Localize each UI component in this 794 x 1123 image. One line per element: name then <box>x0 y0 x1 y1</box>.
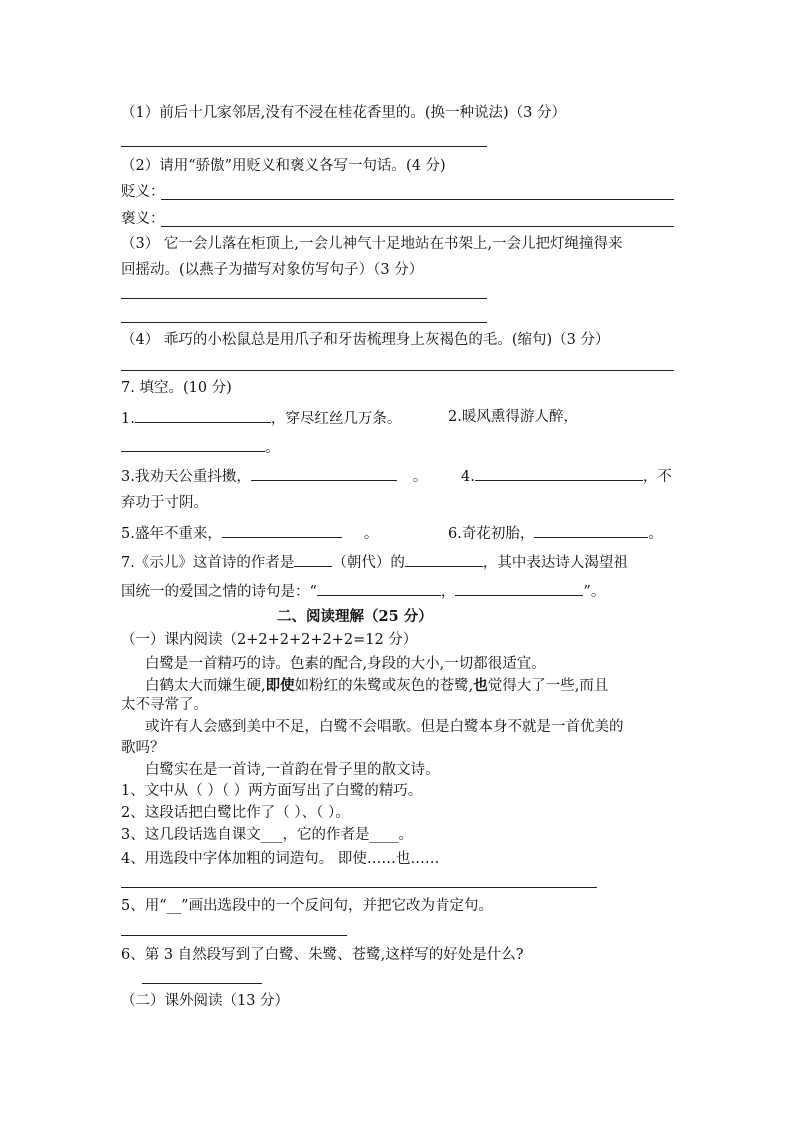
blank-5-end: 。 <box>363 526 379 542</box>
q6-item-3-line-1: （3） 它一会儿落在柜顶上,一会儿神气十足地站在书架上,一会儿把灯绳撞得来 <box>121 236 623 252</box>
passage-p2-line-1 <box>145 677 608 695</box>
reading-q1: 1、文中从（ ）（ ）两方面写出了白鹭的精巧。 <box>121 783 423 799</box>
blank-7-line-2c: ”。 <box>583 584 606 600</box>
blank-5 <box>121 523 378 543</box>
answer-line[interactable] <box>121 146 487 147</box>
blank-6-line[interactable] <box>534 523 648 538</box>
blank-1-line[interactable] <box>135 408 271 423</box>
blank-7-author[interactable] <box>405 552 483 567</box>
blank-4-text: ，不 <box>642 469 672 485</box>
q6-item-4: （4） 乖巧的小松鼠总是用爪子和牙齿梳理身上灰褐色的毛。(缩句)（3 分） <box>121 332 610 348</box>
reading-q2: 2、这段话把白鹭比作了（ ）、（ ）。 <box>121 805 350 821</box>
blank-2-line[interactable] <box>121 437 265 452</box>
blank-7-dynasty[interactable] <box>294 552 332 567</box>
blank-5-line[interactable] <box>222 523 342 538</box>
blank-3 <box>121 466 427 486</box>
blank-1-text: ，穿尽红丝几万条。 <box>270 411 402 427</box>
blank-7-line-2b: ， <box>440 584 456 600</box>
passage-p1: 白鹭是一首精巧的诗。色素的配合,身段的大小,一切都很适宜。 <box>145 656 546 672</box>
blank-1 <box>121 408 401 428</box>
passage-text: 觉得大了一些,而且 <box>487 678 609 694</box>
answer-line[interactable] <box>161 199 674 200</box>
blank-7-part-2: （朝代）的 <box>332 555 405 571</box>
answer-line[interactable] <box>161 226 674 227</box>
blank-4 <box>461 466 672 486</box>
blank-1-number: 1. <box>121 411 135 427</box>
subsection-1-title: （一）课内阅读（2+2+2+2+2+2=12 分） <box>121 632 418 648</box>
blank-5-text: 5.盛年不重来， <box>121 526 222 542</box>
answer-line[interactable] <box>121 370 674 371</box>
passage-p2-line-2: 太不寻常了。 <box>121 697 208 713</box>
blank-4-number: 4. <box>461 469 475 485</box>
blank-7-verse-1[interactable] <box>317 581 441 596</box>
q6-item-1: （1）前后十几家邻居,没有不浸在桂花香里的。(换一种说法)（3 分） <box>121 105 566 121</box>
reading-q5: 5、用“__”画出选段中的一个反问句，并把它改为肯定句。 <box>121 898 494 914</box>
blank-7-part-3: ，其中表达诗人渴望祖 <box>482 555 628 571</box>
commendatory-label: 褒义： <box>121 211 165 227</box>
derogatory-label: 贬义： <box>121 184 165 200</box>
subsection-2-title: （二）课外阅读（13 分） <box>121 993 290 1009</box>
blank-2-end: 。 <box>265 440 280 456</box>
q7-title: 7. 填空。(10 分) <box>121 380 232 396</box>
passage-text: 如粉红的朱鹭或灰色的苍鹭, <box>294 678 474 694</box>
answer-line[interactable] <box>121 887 597 888</box>
blank-3-end: 。 <box>412 469 428 485</box>
q6-item-3-line-2: 回摇动。(以燕子为描写对象仿写句子）（3 分） <box>121 262 424 278</box>
blank-7-line-2 <box>121 581 605 601</box>
reading-q6: 6、第 3 自然段写到了白鹭、朱鹭、苍鹭,这样写的好处是什么? <box>121 947 524 963</box>
passage-p3-line-2: 歌吗？ <box>121 740 165 756</box>
blank-7-line-1 <box>121 552 628 572</box>
blank-3-text: 3.我劝天公重抖擞， <box>121 469 251 485</box>
bold-word-jishi: 即使 <box>265 677 295 694</box>
blank-4-line[interactable] <box>475 466 643 481</box>
answer-line[interactable] <box>121 935 347 936</box>
answer-line[interactable] <box>121 298 487 299</box>
answer-line[interactable] <box>142 983 262 984</box>
blank-7-part-1: 7.《示儿》这首诗的作者是 <box>121 555 295 571</box>
blank-2-cont <box>121 437 280 457</box>
reading-q4: 4、用选段中字体加粗的词造句。 即使……也…… <box>121 851 440 867</box>
passage-p3-line-1: 或许有人会感到美中不足，白鹭不会唱歌。但是白鹭本身不就是一首优美的 <box>145 719 624 735</box>
section-2-title: 二、阅读理解（25 分） <box>277 608 433 625</box>
passage-p4: 白鹭实在是一首诗,一首韵在骨子里的散文诗。 <box>145 762 440 778</box>
blank-6 <box>448 523 663 543</box>
bold-word-ye: 也 <box>473 677 488 694</box>
blank-4-cont: 弃功于寸阴。 <box>121 495 208 511</box>
blank-7-line-2a: 国统一的爱国之情的诗句是：“ <box>121 584 317 600</box>
blank-6-text: 6.奇花初胎， <box>448 526 535 542</box>
q6-item-2: （2）请用“骄傲”用贬义和褒义各写一句话。(4 分) <box>121 158 446 174</box>
blank-7-verse-2[interactable] <box>455 581 583 596</box>
blank-2: 2.暖风熏得游人醉， <box>448 409 578 425</box>
blank-6-end: 。 <box>648 526 663 542</box>
blank-3-line[interactable] <box>251 466 397 481</box>
reading-q3: 3、这几段话选自课文___，它的作者是____。 <box>121 827 413 843</box>
passage-text: 白鹤太大而嫌生硬, <box>145 678 266 694</box>
answer-line[interactable] <box>121 322 487 323</box>
